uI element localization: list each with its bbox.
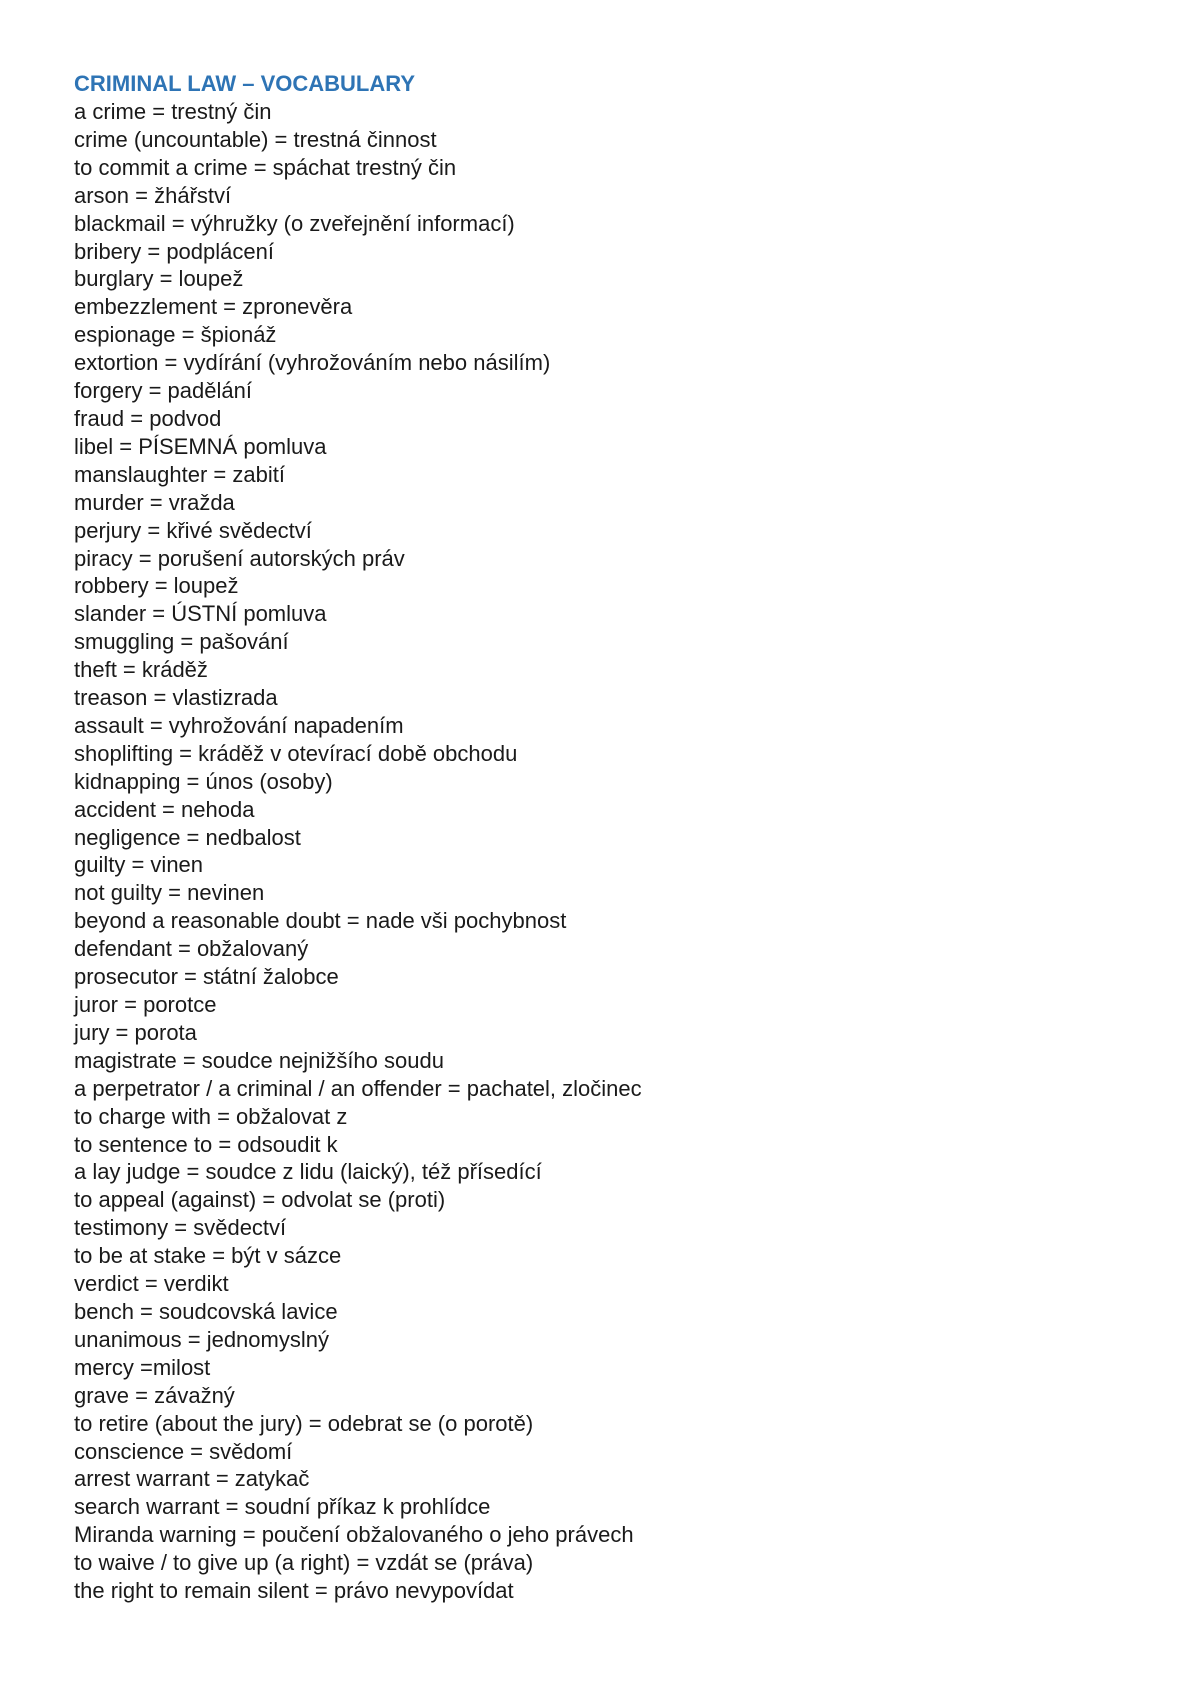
- vocab-entry: to retire (about the jury) = odebrat se (o porotě): [74, 1410, 534, 1436]
- vocab-entry: perjury = křivé svědectví: [74, 517, 312, 543]
- vocab-entry: conscience = svědomí: [74, 1438, 293, 1464]
- vocab-entry: to be at stake = být v sázce: [74, 1243, 342, 1269]
- vocab-entry: to commit a crime = spáchat trestný čin: [74, 154, 457, 180]
- vocab-entry: to appeal (against) = odvolat se (proti): [74, 1187, 446, 1213]
- vocab-entry: robbery = loupež: [74, 573, 239, 599]
- vocab-entry: murder = vražda: [74, 489, 235, 515]
- vocab-entry: extortion = vydírání (vyhrožováním nebo násilím): [74, 350, 551, 376]
- document-page: [74, 70, 1154, 1605]
- vocab-entry: kidnapping = únos (osoby): [74, 768, 333, 794]
- vocab-entry: burglary = loupež: [74, 266, 244, 292]
- vocab-entry: the right to remain silent = právo nevypovídat: [74, 1578, 514, 1604]
- vocab-entry: to charge with = obžalovat z: [74, 1103, 348, 1129]
- vocab-entry: smuggling = pašování: [74, 629, 289, 655]
- vocab-entry: magistrate = soudce nejnižšího soudu: [74, 1047, 444, 1073]
- vocab-entry: jury = porota: [74, 1019, 197, 1045]
- vocab-entry: to sentence to = odsoudit k: [74, 1131, 338, 1157]
- vocab-entry: blackmail = výhružky (o zveřejnění informací): [74, 210, 515, 236]
- vocab-entry: manslaughter = zabití: [74, 461, 285, 487]
- vocab-entry: treason = vlastizrada: [74, 685, 278, 711]
- vocab-entry: search warrant = soudní příkaz k prohlídce: [74, 1494, 491, 1520]
- vocab-entry: not guilty = nevinen: [74, 880, 265, 906]
- vocab-entry: accident = nehoda: [74, 796, 255, 822]
- vocab-entry: libel = PÍSEMNÁ pomluva: [74, 433, 327, 459]
- vocab-entry: a lay judge = soudce z lidu (laický), též přísedící: [74, 1159, 542, 1185]
- vocab-entry: unanimous = jednomyslný: [74, 1326, 329, 1352]
- vocab-entry: a crime = trestný čin: [74, 99, 272, 124]
- vocab-entry: arrest warrant = zatykač: [74, 1466, 310, 1492]
- vocab-entry: mercy =milost: [74, 1354, 211, 1380]
- vocab-entry: assault = vyhrožování napadením: [74, 712, 404, 738]
- vocab-entry: a perpetrator / a criminal / an offender = pachatel, zločinec: [74, 1075, 642, 1101]
- vocab-entry: bench = soudcovská lavice: [74, 1298, 338, 1324]
- vocab-entry: forgery = padělání: [74, 378, 252, 404]
- vocab-entry: piracy = porušení autorských práv: [74, 545, 405, 571]
- vocabulary-list: [74, 98, 1154, 1605]
- vocab-entry: prosecutor = státní žalobce: [74, 964, 339, 990]
- vocab-entry: testimony = svědectví: [74, 1215, 287, 1241]
- vocab-entry: Miranda warning = poučení obžalovaného o jeho právech: [74, 1522, 634, 1548]
- vocab-entry: juror = porotce: [74, 992, 217, 1017]
- vocab-entry: crime (uncountable) = trestná činnost: [74, 126, 437, 152]
- vocab-entry: shoplifting = kráděž v otevírací době obchodu: [74, 740, 518, 766]
- vocab-entry: arson = žhářství: [74, 182, 232, 208]
- vocab-entry: to waive / to give up (a right) = vzdát se (práva): [74, 1550, 534, 1576]
- vocab-entry: defendant = obžalovaný: [74, 936, 309, 962]
- vocab-entry: negligence = nedbalost: [74, 824, 301, 850]
- vocab-entry: verdict = verdikt: [74, 1271, 229, 1297]
- vocab-entry: grave = závažný: [74, 1382, 235, 1408]
- vocab-entry: fraud = podvod: [74, 405, 222, 431]
- vocab-entry: bribery = podplácení: [74, 238, 274, 264]
- vocab-entry: theft = kráděž: [74, 657, 208, 683]
- vocab-entry: beyond a reasonable doubt = nade vši pochybnost: [74, 908, 567, 934]
- page-title: CRIMINAL LAW – VOCABULARY: [74, 71, 415, 96]
- vocab-entry: guilty = vinen: [74, 852, 204, 878]
- vocab-entry: embezzlement = zpronevěra: [74, 294, 353, 320]
- vocab-entry: slander = ÚSTNÍ pomluva: [74, 601, 327, 627]
- vocab-entry: espionage = špionáž: [74, 322, 277, 348]
